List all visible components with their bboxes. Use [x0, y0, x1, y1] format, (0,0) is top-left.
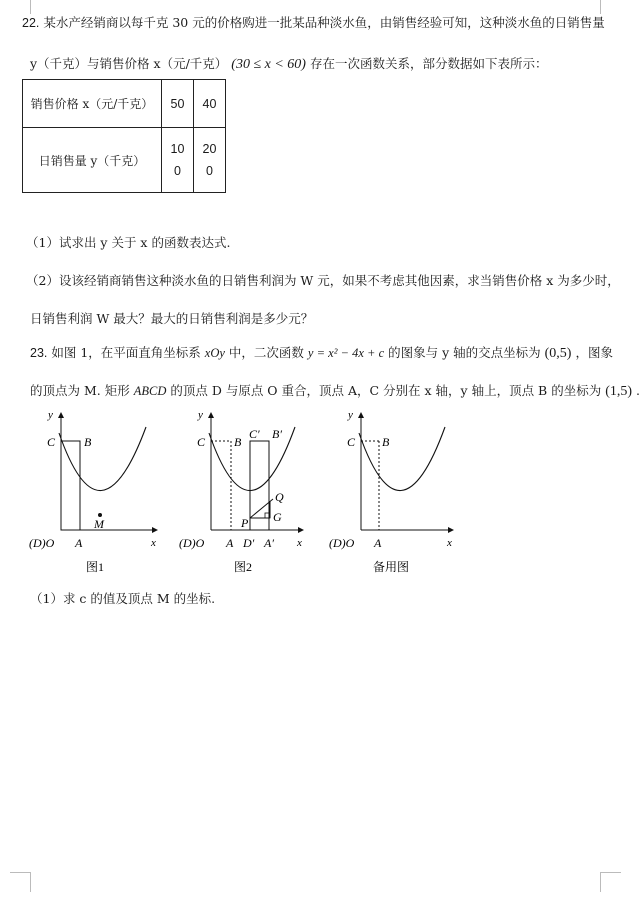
q23-point1: (0,5) — [544, 346, 572, 361]
q22-table — [22, 79, 226, 193]
q22-line2 — [30, 54, 547, 73]
q22-line1 — [22, 13, 605, 31]
table-row2-value-1-top: 10 — [170, 142, 185, 156]
fig2-label-Bp: B′ — [272, 427, 282, 441]
q23-line2 — [30, 381, 640, 400]
fig3-label-B: B — [382, 435, 390, 449]
fig1-rectangle — [61, 441, 80, 530]
fig1-label-B: B — [84, 435, 92, 449]
fig2-label-DO: (D)O — [179, 536, 205, 550]
fig2-label-G: G — [273, 510, 282, 524]
q23-coord-sys: xOy — [204, 346, 225, 360]
fig2-label-Q: Q — [275, 490, 284, 504]
fig2-label-C: C — [197, 435, 206, 449]
q22-part2-line2: 日销售利润 W 最大？最大的日销售利润是多少元？ — [30, 311, 314, 326]
q23-number: 23. — [30, 346, 48, 360]
table-row1-value-2: 40 — [194, 80, 226, 128]
fig3-caption: 备用图 — [373, 560, 410, 574]
q23-text-2c: . — [636, 383, 640, 398]
table-row2-value-1-bottom: 0 — [174, 164, 181, 178]
fig2-caption: 图2 — [234, 560, 253, 574]
q23-text-2b: 的顶点 D 与原点 O 重合，顶点 A，C 分别在 x 轴，y 轴上，顶点 B 的坐标为 — [170, 383, 602, 398]
crop-mark-top-right — [600, 0, 601, 14]
fig2-label-Cp: C′ — [249, 427, 260, 441]
q23-point2: (1,5) — [605, 384, 633, 399]
fig2-label-Ap: A′ — [264, 536, 274, 550]
table-row — [23, 128, 226, 193]
table-row1-value-1: 50 — [162, 80, 194, 128]
fig1-label-M: M — [94, 517, 104, 531]
figure-2 — [179, 409, 303, 574]
q22-number: 22. — [22, 16, 40, 30]
q23-text-1a: 如图 1，在平面直角坐标系 — [51, 345, 201, 360]
fig3-parabola — [359, 427, 445, 491]
fig1-label-x: x — [151, 537, 156, 549]
crop-mark-bottom-left-h — [10, 872, 30, 873]
fig1-label-y: y — [48, 409, 53, 421]
crop-mark-bottom-right — [600, 872, 601, 892]
crop-mark-top-left — [30, 0, 31, 14]
q22-text-line2b: 存在一次函数关系，部分数据如下表所示： — [309, 56, 548, 71]
fig3-label-DO: (D)O — [329, 536, 355, 550]
crop-mark-bottom-right-h — [601, 872, 621, 873]
fig1-parabola — [59, 427, 146, 491]
table-row2-value-2-top: 20 — [202, 142, 217, 156]
q22-text-line1: 某水产经销商以每千克 30 元的价格购进一批某品种淡水鱼，由销售经验可知，这种淡水鱼的日销售量 — [43, 15, 605, 30]
figure-3 — [329, 409, 453, 574]
q23-text-1c: 的图象与 y 轴的交点坐标为 — [388, 345, 541, 360]
fig3-label-A: A — [374, 536, 382, 550]
q23-line1 — [30, 343, 613, 362]
figure-1 — [29, 409, 157, 574]
q22-part1: （1）试求出 y 关于 x 的函数表达式. — [26, 235, 231, 250]
figures — [0, 400, 632, 590]
table-row1-label: 销售价格 x（元/千克） — [23, 80, 162, 128]
fig2-label-y: y — [198, 409, 203, 421]
q23-part1: （1）求 c 的值及顶点 M 的坐标. — [30, 591, 216, 606]
fig1-label-DO: (D)O — [29, 536, 55, 550]
fig1-label-A: A — [75, 536, 83, 550]
q22-range: (30 ≤ x < 60) — [231, 57, 306, 72]
q23-text-1d: ，图象 — [575, 345, 613, 360]
fig2-label-B: B — [234, 435, 242, 449]
fig1-label-C: C — [47, 435, 56, 449]
table-row2-value-2-bottom: 0 — [206, 164, 213, 178]
table-row2-cell-2 — [194, 128, 226, 193]
fig1-caption: 图1 — [86, 560, 105, 574]
fig3-label-y: y — [348, 409, 353, 421]
fig2-label-x: x — [297, 537, 302, 549]
fig2-label-Dp: D′ — [243, 536, 255, 550]
table-row2-label: 日销售量 y（千克） — [23, 128, 162, 193]
fig2-label-A: A — [226, 536, 234, 550]
table-row2-cell-1 — [162, 128, 194, 193]
fig3-label-C: C — [347, 435, 356, 449]
q23-text-1b: 中，二次函数 — [228, 345, 304, 360]
fig2-moved-rectangle — [250, 441, 269, 530]
fig3-label-x: x — [447, 537, 452, 549]
crop-mark-bottom-left — [30, 872, 31, 892]
fig2-label-P: P — [241, 516, 249, 530]
q22-text-line2a: y（千克）与销售价格 x（元/千克） — [30, 56, 228, 71]
q23-function: y = x² − 4x + c — [307, 346, 385, 360]
q23-text-2a: 的顶点为 M. 矩形 — [30, 383, 130, 398]
q23-rect: ABCD — [133, 384, 167, 398]
q22-part2-line1: （2）设该经销商销售这种淡水鱼的日销售利润为 W 元，如果不考虑其他因素，求当销售价格 x 为多少时， — [26, 273, 620, 288]
table-row — [23, 80, 226, 128]
